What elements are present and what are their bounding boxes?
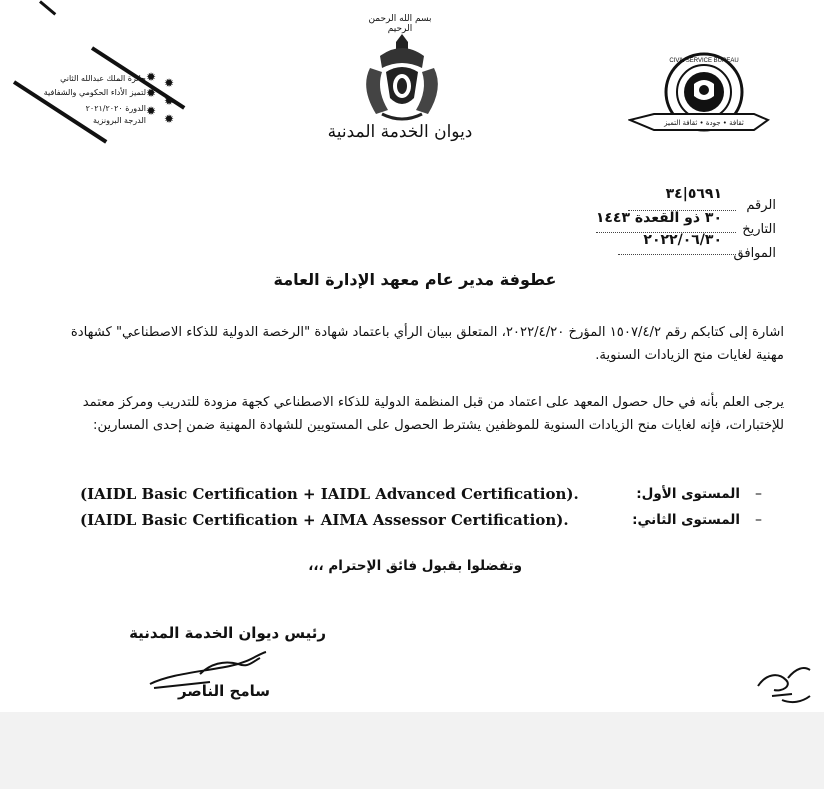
reference-number-value: ٥٦٩١|٣٤ [665, 186, 722, 202]
award-stamp [40, 66, 190, 166]
body-paragraph-1: اشارة إلى كتابكم رقم ١٥٠٧/٤/٢ المؤرخ ٢٠٢٢/٤/٢٠، المتعلق ببيان الرأي باعتماد شهادة "الرخصة الدولية للذكاء الاصطناعي" كشهادة مهنية لغايات منح الزيادات السنوية. [70, 325, 784, 363]
level-certification: (IAIDL Basic Certification + IAIDL Advanced Certification). [80, 485, 579, 503]
corner-mark [39, 0, 56, 15]
gregorian-date-value: ٢٠٢٢/٠٦/٣٠ [643, 232, 722, 248]
hijri-date-value: ٣٠ ذو القعدة ١٤٤٣ [595, 210, 722, 226]
bullet-dash: – [755, 486, 762, 502]
reference-number-label: الرقم [746, 198, 776, 213]
award-line-1: جائزة الملك عبدالله الثاني [60, 74, 146, 83]
seal-ring-text: CIVIL SERVICE BUREAU [669, 58, 739, 64]
signatory-title: رئيس ديوان الخدمة المدنية [129, 624, 326, 642]
seal-banner-text: ثقافة • جودة • ثقافة التميز [664, 119, 744, 127]
level-item [80, 511, 762, 534]
letter-recipient: عطوفة مدير عام معهد الإدارة العامة [273, 270, 557, 289]
margin-initial-signature [752, 656, 816, 712]
coat-of-arms-icon [352, 28, 452, 128]
signatory-name: سامح الناصر [177, 682, 270, 700]
award-line-4: الدرجة البرونزية [92, 116, 146, 125]
star-icon: ✹ [146, 86, 157, 100]
department-name: ديوان الخدمة المدنية [327, 122, 473, 142]
star-icon: ✹ [146, 104, 157, 118]
star-icon: ✹ [164, 112, 175, 126]
award-line-3: الدورة ٢٠٢١/٢٠٢٠ [85, 104, 146, 113]
star-icon: ✹ [164, 94, 175, 108]
level-item [80, 485, 762, 508]
body-paragraph-2: يرجى العلم بأنه في حال حصول المعهد على اعتماد من قبل المنظمة الدولية للذكاء الاصطناعي كجهة مزودة للتدريب ومركز معتمد للإختبارات، فإنه لغايات منح الزيادات السنوية للموظفين يشترط الحصول على المستويين للشهادة المهنية ضمن إحدى المسارين: [82, 395, 784, 433]
level-label: المستوى الأول: [636, 486, 740, 502]
star-icon: ✹ [146, 70, 157, 84]
bullet-dash: – [755, 512, 762, 528]
basmala: بسم الله الرحمن الرحيم [368, 14, 432, 34]
closing-line: وتفضلوا بقبول فائق الإحترام ،،، [308, 558, 522, 574]
civil-service-seal-icon [628, 50, 770, 140]
level-certification: (IAIDL Basic Certification + AIMA Assessor Certification). [80, 511, 569, 529]
date-label: التاريخ [742, 222, 776, 237]
award-line-2: لتميز الأداء الحكومي والشفافية [43, 88, 146, 97]
level-label: المستوى الثاني: [632, 512, 740, 528]
dotted-line [618, 254, 736, 255]
star-icon: ✹ [164, 76, 175, 90]
corresponding-date-label: الموافق [733, 246, 776, 261]
